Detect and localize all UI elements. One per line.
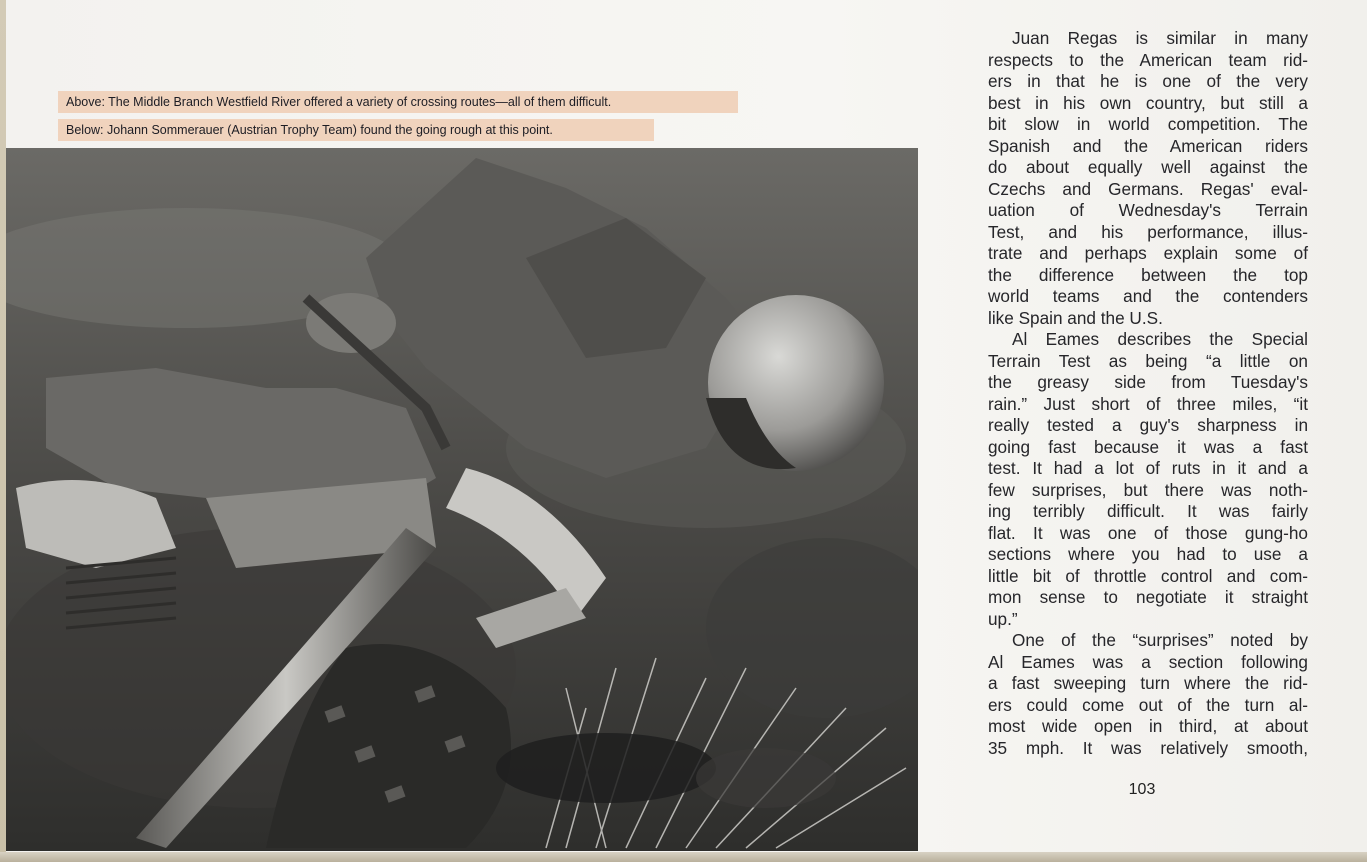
article-line: Al Eames describes the Special bbox=[1012, 329, 1308, 349]
article-line: the greasy side from Tuesday's bbox=[988, 372, 1308, 392]
article-line: uation of Wednesday's Terrain bbox=[988, 200, 1308, 220]
article-line: Test, and his performance, illus- bbox=[988, 221, 1308, 242]
article-line: flat. It was one of those gung-ho bbox=[988, 522, 1308, 543]
page-bottom-edge bbox=[0, 852, 1367, 862]
article-line: ing terribly difficult. It was fairly bbox=[988, 501, 1308, 521]
article-line: sections where you had to use a bbox=[988, 544, 1308, 564]
article-line: Juan Regas is similar in many bbox=[1012, 28, 1308, 48]
article-line: going fast because it was a fast bbox=[988, 436, 1308, 457]
article-line: ers in that he is one of the very bbox=[988, 71, 1308, 91]
rider-photo-illustration bbox=[6, 148, 918, 851]
article-line: Czechs and Germans. Regas' eval- bbox=[988, 178, 1308, 199]
article-column bbox=[988, 28, 1308, 759]
article-line: Al Eames was a section following bbox=[988, 651, 1308, 672]
article-line: Terrain Test as being “a little on bbox=[988, 350, 1308, 371]
page-number: 103 bbox=[1128, 781, 1156, 798]
article-line: best in his own country, but still a bbox=[988, 92, 1308, 113]
article-line: like Spain and the U.S. bbox=[988, 307, 1163, 328]
article-line: most wide open in third, at about bbox=[988, 716, 1308, 736]
article-line: respects to the American team rid- bbox=[988, 49, 1308, 70]
caption-below: Below: Johann Sommerauer (Austrian Trophy Team) found the going rough at this point. bbox=[58, 119, 654, 141]
article-line: One of the “surprises” noted by bbox=[1012, 630, 1308, 650]
article-line: the difference between the top bbox=[988, 264, 1308, 285]
article-line: rain.” Just short of three miles, “it bbox=[988, 393, 1308, 414]
rider-photo bbox=[6, 148, 918, 851]
article-line: little bit of throttle control and com- bbox=[988, 565, 1308, 586]
caption-above: Above: The Middle Branch Westfield River offered a variety of crossing routes—all of them difficult. bbox=[58, 91, 738, 113]
article-line: bit slow in world competition. The bbox=[988, 114, 1308, 134]
article-line: world teams and the contenders bbox=[988, 286, 1308, 306]
article-line: few surprises, but there was noth- bbox=[988, 479, 1308, 500]
article-line: up.” bbox=[988, 608, 1018, 629]
article-line: mon sense to negotiate it straight bbox=[988, 587, 1308, 607]
article-line: trate and perhaps explain some of bbox=[988, 243, 1308, 263]
article-line: test. It had a lot of ruts in it and a bbox=[988, 458, 1308, 478]
article-line: 35 mph. It was relatively smooth, bbox=[988, 737, 1308, 758]
article-line: do about equally well against the bbox=[988, 157, 1308, 177]
article-line: really tested a guy's sharpness in bbox=[988, 415, 1308, 435]
article-line: ers could come out of the turn al- bbox=[988, 694, 1308, 715]
article-line: a fast sweeping turn where the rid- bbox=[988, 673, 1308, 693]
article-line: Spanish and the American riders bbox=[988, 135, 1308, 156]
